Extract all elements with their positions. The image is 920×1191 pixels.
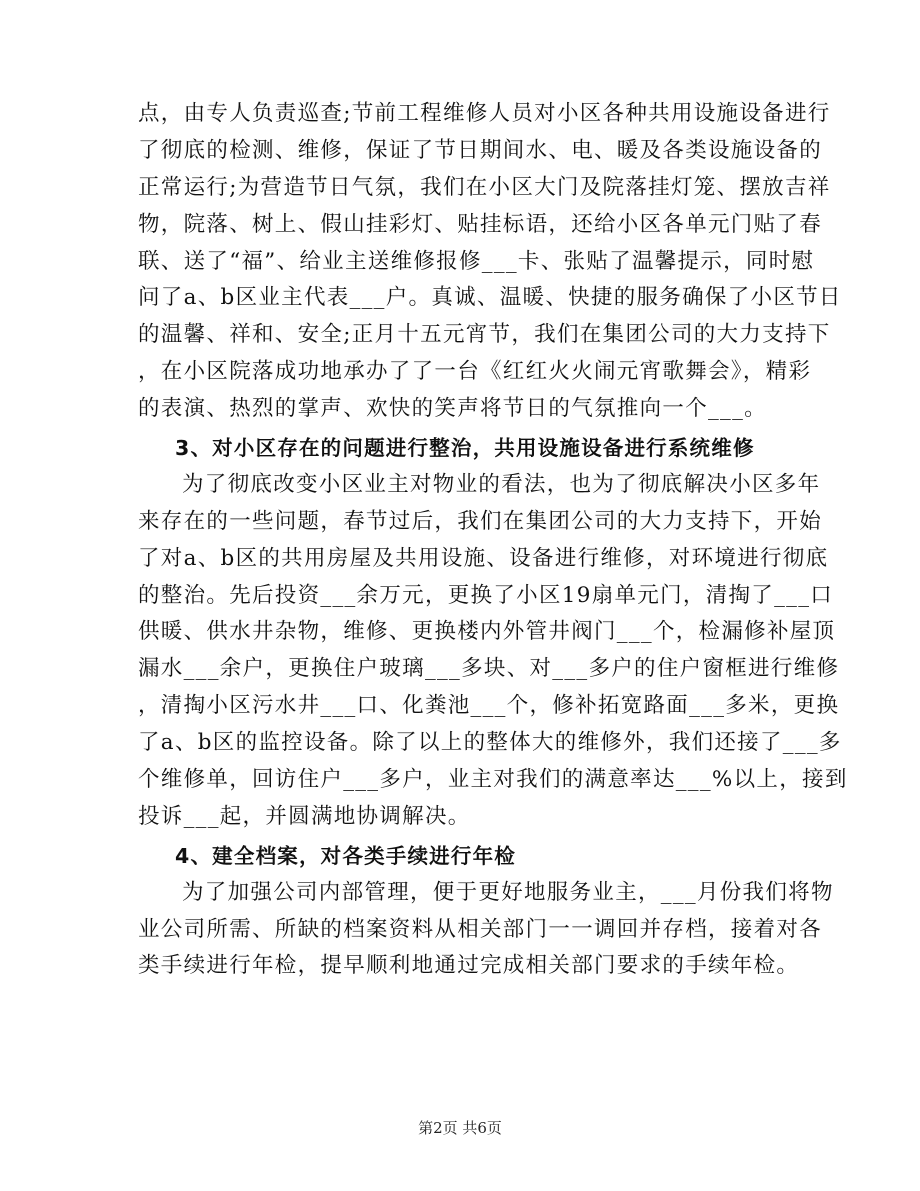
text-line: 了彻底的检测、维修，保证了节日期间水、电、暖及各类设施设备的 xyxy=(138,137,823,163)
section-heading-3: 3、对小区存在的问题进行整治，共用设施设备进行系统维修 xyxy=(175,436,755,461)
text-line: 来存在的一些问题，春节过后，我们在集团公司的大力支持下，开始 xyxy=(138,508,823,534)
paragraph-1 xyxy=(138,96,842,428)
text-line: 的整治。先后投资___余万元，更换了小区19扇单元门，清掏了___口 xyxy=(138,582,834,608)
text-line: 了对a、b区的共用房屋及共用设施、设备进行维修，对环境进行彻底 xyxy=(138,545,829,571)
text-line: 投诉___起，并圆满地协调解决。 xyxy=(138,803,471,829)
text-line: 问了a、b区业主代表___户。真诚、温暖、快捷的服务确保了小区节日 xyxy=(138,285,842,311)
text-line: 为了彻底改变小区业主对物业的看法，也为了彻底解决小区多年 xyxy=(182,471,821,497)
paragraph-2 xyxy=(138,467,848,836)
text-line: 业公司所需、所缺的档案资料从相关部门一一调回并存档，接着对各 xyxy=(138,916,823,942)
text-line: 物，院落、树上、假山挂彩灯、贴挂标语，还给小区各单元门贴了春 xyxy=(138,211,823,237)
text-line: ，在小区院落成功地承办了了一台《红红火火闹元宵歌舞会》，精彩 xyxy=(138,359,812,385)
page-indicator: 第2页 共6页 xyxy=(418,1119,502,1137)
text-line: 了a、b区的监控设备。除了以上的整体大的维修外，我们还接了___多 xyxy=(138,730,842,756)
paragraph-3 xyxy=(138,875,834,986)
text-line: 漏水___余户，更换住户玻璃___多块、对___多户的住户窗框进行维修 xyxy=(138,656,840,682)
text-line: 供暖、供水井杂物，维修、更换楼内外管井阀门___个，检漏修补屋顶 xyxy=(138,619,836,645)
text-line: ，清掏小区污水井___口、化粪池___个，修补拓宽路面___多米，更换 xyxy=(138,693,840,719)
text-line: 点，由专人负责巡查;节前工程维修人员对小区各种共用设施设备进行 xyxy=(138,101,831,126)
text-line: 的表演、热烈的掌声、欢快的笑声将节日的气氛推向一个___。 xyxy=(138,396,767,422)
text-line: 联、送了“福”、给业主送维修报修___卡、张贴了温馨提示，同时慰 xyxy=(138,248,815,274)
text-line: 为了加强公司内部管理，便于更好地服务业主，___月份我们将物 xyxy=(182,879,834,905)
text-line: 个维修单，回访住户___多户，业主对我们的满意率达___%以上，接到 xyxy=(138,767,848,793)
document-body xyxy=(138,96,848,985)
text-line: 类手续进行年检，提早顺利地通过完成相关部门要求的手续年检。 xyxy=(138,953,800,979)
section-heading-4: 4、建全档案，对各类手续进行年检 xyxy=(175,843,516,868)
text-line: 正常运行;为营造节日气氛，我们在小区大门及院落挂灯笼、摆放吉祥 xyxy=(138,174,831,200)
text-line: 的温馨、祥和、安全;正月十五元宵节，我们在集团公司的大力支持下 xyxy=(138,322,831,348)
